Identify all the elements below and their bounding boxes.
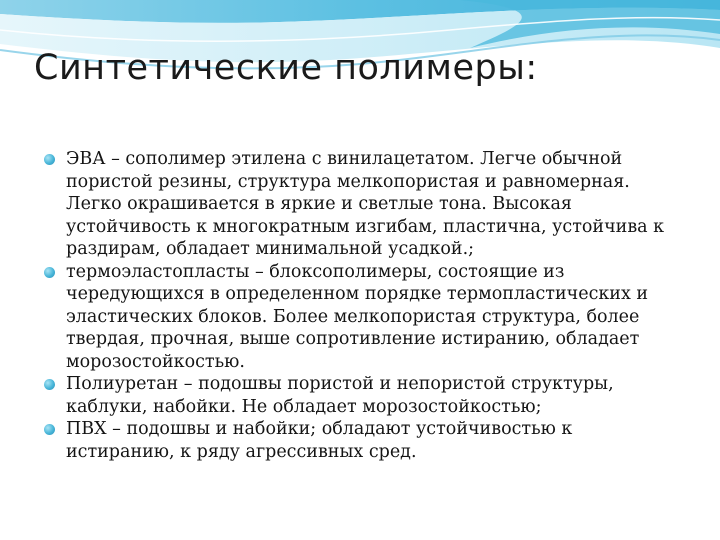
- slide-title: Синтетические полимеры:: [34, 48, 538, 88]
- bullet-item-pvc: [44, 418, 684, 463]
- bullet-dot-icon: [44, 379, 55, 390]
- bullet-text: термоэластопласты – блоксополимеры, состоящие из чередующихся в определенном порядке термопластических и эластических блоков. Более мелкопористая структура, более твердая, прочная, выше сопротивление истиранию, обладает морозостойкостью.: [66, 261, 649, 372]
- bullet-dot-icon: [44, 154, 55, 165]
- bullet-item-eva: [44, 148, 684, 261]
- bullet-text: ПВХ – подошвы и набойки; обладают устойчивостью к истиранию, к ряду агрессивных сред.: [66, 419, 573, 462]
- bullet-list: [44, 148, 684, 463]
- bullet-item-thermoplastic-elastomers: [44, 261, 684, 374]
- bullet-text: ЭВА – сополимер этилена с винилацетатом. Легче обычной пористой резины, структура мелкопористая и равномерная. Легко окрашивается в яркие и светлые тона. Высокая устойчивость к многократным изгибам, пластична, устойчива к раздирам, обладает минимальной усадкой.;: [66, 149, 665, 259]
- bullet-text: Полиуретан – подошвы пористой и непористой структуры, каблуки, набойки. Не обладает морозостойкостью;: [66, 374, 614, 417]
- bullet-dot-icon: [44, 424, 55, 435]
- bullet-item-polyurethane: [44, 373, 684, 418]
- bullet-dot-icon: [44, 267, 55, 278]
